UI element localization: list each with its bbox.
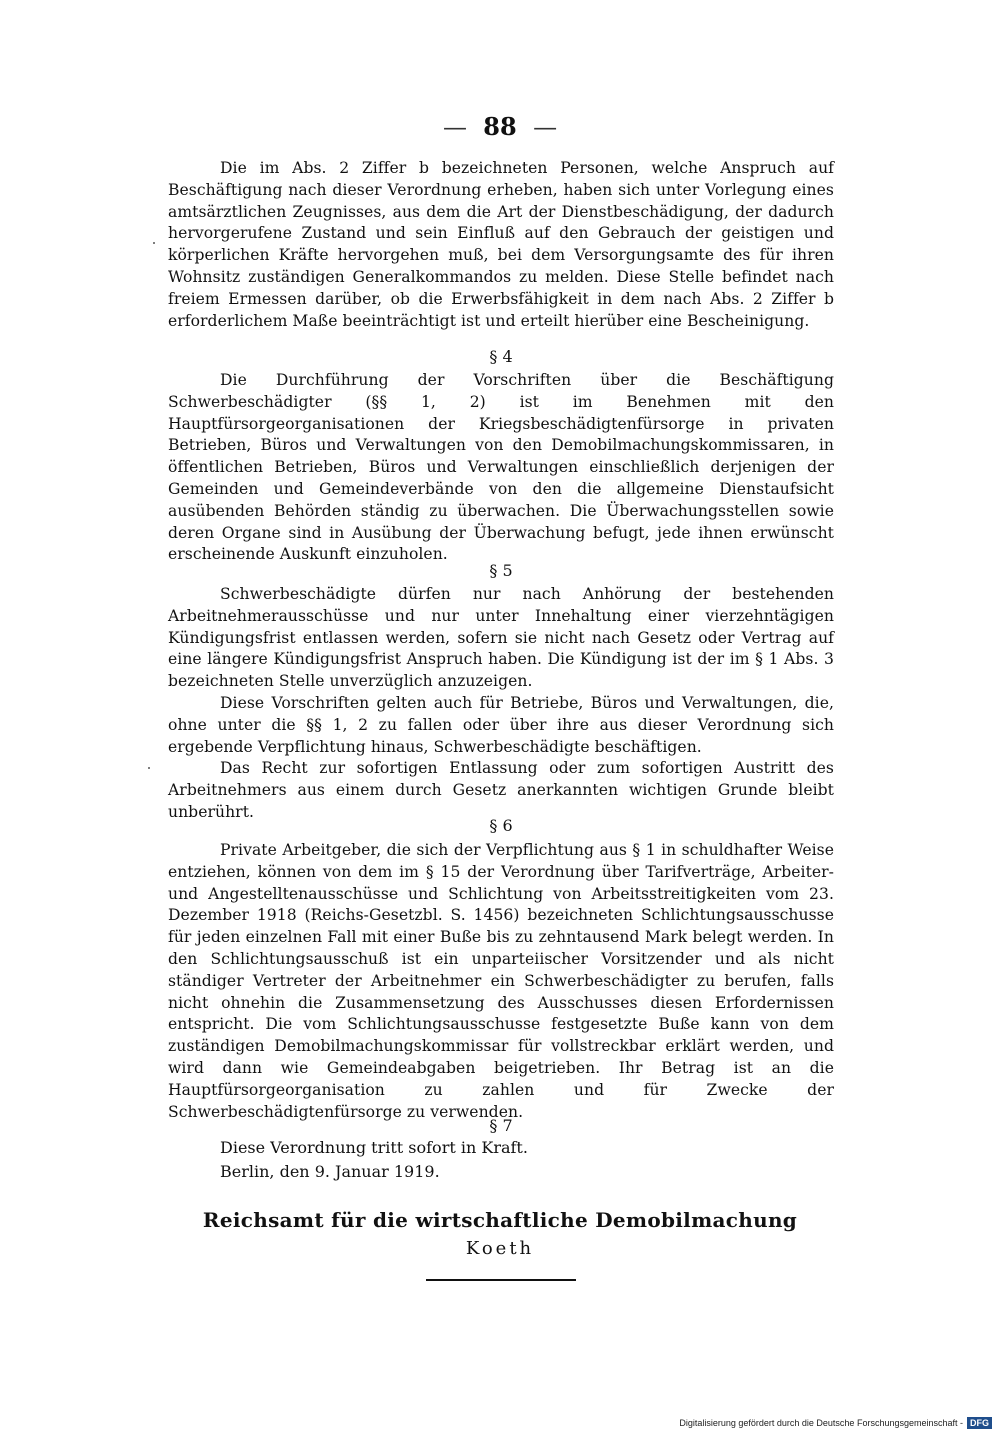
footer-text: Digitalisierung gefördert durch die Deutsche Forschungsgemeinschaft - (679, 1418, 963, 1428)
paragraph: Schwerbeschädigte dürfen nur nach Anhörung der bestehenden Arbeitnehmerausschüsse und nur unter Innehaltung einer vierzehntägigen Kündigungsfrist entlassen werden, sofern sie nicht nach Gesetz oder Vertrag auf eine längere Kündigungsfrist Anspruch haben. Die Kündigung ist der im § 1 Abs. 3 bezeichneten Stelle unverzüglich anzuzeigen. (168, 585, 834, 691)
section-7-body (220, 1136, 528, 1184)
section-5-body (168, 584, 834, 824)
scan-speck (153, 242, 155, 244)
page-number (0, 112, 1000, 141)
section-heading-5: § 5 (489, 561, 513, 580)
paragraph: Private Arbeitgeber, die sich der Verpflichtung aus § 1 in schuldhafter Weise entziehen, können von dem im § 15 der Verordnung über Tarifverträge, Arbeiter- und Angestelltenausschüsse und Schlichtung von Arbeitsstreitigkeiten vom 23. Dezember 1918 (Reichs-Gesetzbl. S. 1456) bezeichneten Schlichtungsausschusse für jeden einzelnen Fall mit einer Buße bis zu zehntausend Mark belegt werden. In den Schlichtungsausschuß ist ein unparteiischer Vorsitzender und als nicht ständiger Vertreter der Arbeitnehmer ein Schwerbeschädigter zu berufen, falls nicht ohnehin die Zusammensetzung des Ausschusses diesen Erfordernissen entspricht. Die vom Schlichtungsausschusse festgesetzte Buße kann von dem zuständigen Demobilmachungskommissar für vollstreckbar erklärt werden, und wird dann wie Gemeindeabgaben beigetrieben. Ihr Betrag ist an die Hauptfürsorgeorganisation zu zahlen und für Zwecke der Schwerbeschädigtenfürsorge zu verwenden. (168, 841, 834, 1121)
issuing-authority: Reichsamt für die wirtschaftliche Demobilmachung (202, 1208, 798, 1232)
place-date: Berlin, den 9. Januar 1919. (220, 1162, 440, 1181)
closing-rule (426, 1279, 576, 1281)
effective-clause: Diese Verordnung tritt sofort in Kraft. (220, 1138, 528, 1157)
section-4-body (168, 370, 834, 566)
section-6-body (168, 840, 834, 1123)
paragraph: Diese Vorschriften gelten auch für Betriebe, Büros und Verwaltungen, die, ohne unter die §§ 1, 2 zu fallen oder über ihre aus dieser Verordnung sich ergebende Verpflichtung hinaus, Schwerbeschädigte beschäftigen. (168, 693, 834, 756)
dfg-logo-icon: DFG (967, 1417, 992, 1429)
signatory: Koeth (465, 1238, 535, 1259)
section-heading-7: § 7 (489, 1116, 513, 1135)
paragraph: Die Durchführung der Vorschriften über die Beschäftigung Schwerbeschädigter (§§ 1, 2) ist im Benehmen mit den Hauptfürsorgeorganisationen der Kriegsbeschädigtenfürsorge in privaten Betrieben, Büros und Verwaltungen von den Demobilmachungskommissaren, in öffentlichen Betrieben, Büros und Verwaltungen einschließlich derjenigen der Gemeinden und Gemeindeverbände von den die allgemeine Dienstaufsicht ausübenden Behörden ständig zu überwachen. Die Überwachungsstellen sowie deren Organe sind in Ausübung der Überwachung befugt, jede ihnen erwünscht erscheinende Auskunft einzuholen. (168, 371, 834, 564)
section-3-continuation (168, 158, 834, 332)
section-heading-6: § 6 (489, 816, 513, 835)
page-number-dash-left: — (442, 113, 467, 141)
section-heading-4: § 4 (489, 347, 513, 366)
scan-speck (148, 767, 150, 769)
page-number-value: 88 (483, 112, 517, 141)
paragraph: Das Recht zur sofortigen Entlassung oder zum sofortigen Austritt des Arbeitnehmers aus einem durch Gesetz anerkannten wichtigen Grunde bleibt unberührt. (168, 759, 834, 821)
paragraph: Die im Abs. 2 Ziffer b bezeichneten Personen, welche Anspruch auf Beschäftigung nach dieser Verordnung erheben, haben sich unter Vorlegung eines amtsärztlichen Zeugnisses, aus dem die Art der Dienstbeschädigung, der dadurch hervorgerufene Zustand und sein Einfluß auf den Gebrauch der geistigen und körperlichen Kräfte hervorgehen muß, bei dem Versorgungsamte des für ihren Wohnsitz zuständigen Generalkommandos zu melden. Diese Stelle befindet nach freiem Ermessen darüber, ob die Erwerbsfähigkeit in dem nach Abs. 2 Ziffer b erforderlichem Maße beeinträchtigt ist und erteilt hierüber eine Bescheinigung. (168, 159, 834, 330)
page-number-dash-right: — (533, 113, 558, 141)
digitization-footer (679, 1417, 992, 1429)
